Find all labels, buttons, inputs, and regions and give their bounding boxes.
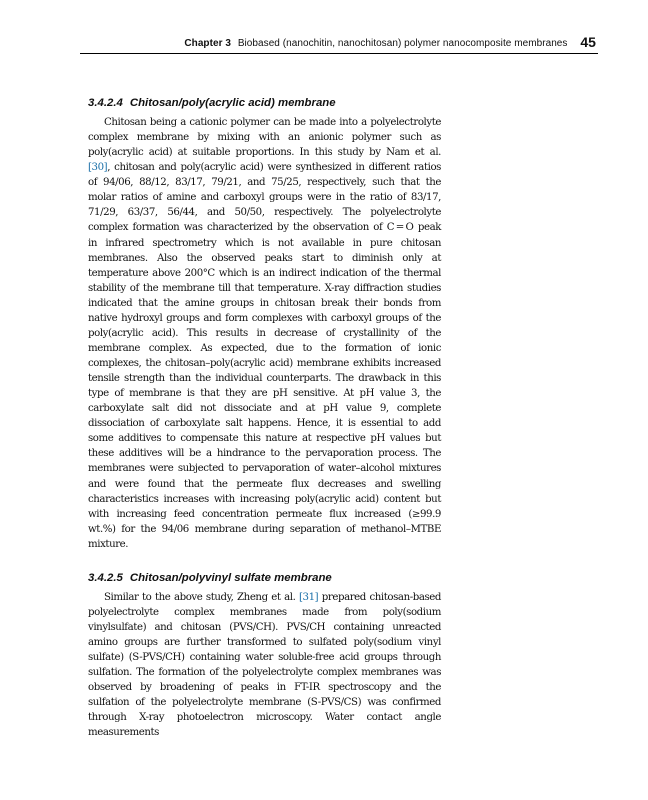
section-heading-3-4-2-5: [88, 571, 441, 586]
paragraph-text: Chitosan being a cationic polymer can be made into a polyelectrolyte complex membrane by mixing with an anionic polymer such as poly(acrylic acid) at suitable proportions. In this study by Nam et al.: [88, 117, 441, 159]
section-title: Chitosan/polyvinyl sulfate membrane: [129, 571, 332, 584]
citation-link-31[interactable]: [31]: [299, 591, 319, 603]
section-paragraph: [88, 115, 441, 552]
section-number: 3.4.2.5: [88, 571, 123, 584]
section-paragraph: [88, 590, 441, 741]
chapter-label: Chapter 3: [184, 38, 231, 49]
paragraph-text: Similar to the above study, Zheng et al.: [104, 591, 296, 603]
chapter-title: Biobased (nanochitin, nanochitosan) polymer nanocomposite membranes: [237, 38, 568, 49]
section-title: Chitosan/poly(acrylic acid) membrane: [129, 97, 336, 109]
section-gap: [88, 552, 441, 571]
section-number: 3.4.2.4: [88, 97, 123, 109]
main-text: [88, 96, 441, 740]
citation-link-30[interactable]: [30]: [88, 162, 108, 174]
page-number: 45: [580, 34, 596, 50]
paragraph-text: , chitosan and poly(acrylic acid) were synthesized in different ratios of 94/06, 88/12, 83/17, 79/21, and 75/25, respectively, such that the molar ratios of amine and carboxyl groups were in the ratio of 83/17, 71/29, 63/37, 56/44, and 50/50, respectively. The polyelectrolyte complex formation was characterized by the observation of C = O peak in infrared spectrometry which is not available in pure chitosan membranes. Also the observed peaks start to diminish only at temperature above 200°C which is an indirect indication of the thermal stability of the membrane till that temperature. X-ray diffraction studies indicated that the amine groups in chitosan break their bonds from native hydroxyl groups and form complexes with carboxyl groups of the poly(acrylic acid). This results in decrease of crystallinity of the membrane complex. As expected, due to the formation of ionic complexes, the chitosan–poly(acrylic acid) membrane exhibits increased tensile strength than the individual counterparts. The drawback in this type of membrane is that they are pH sensitive. At pH value 3, the carboxylate salt did not dissociate and at pH value 9, complete dissociation of carboxylate salt happens. Hence, it is essential to add some additives to compensate this nature at respective pH values but these additives will be a hindrance to the pervaporation process. The membranes were subjected to pervaporation of water–alcohol mixtures and were found that the permeate flux decreases and swelling characteristics increases with increasing poly(acrylic acid) content but with increasing feed concentration permeate flux increased (≥99.9 wt.%) for the 94/06 membrane during separation of methanol–MTBE mixture.: [88, 162, 441, 550]
section-heading-3-4-2-4: [88, 96, 441, 111]
header-rule: [80, 53, 598, 54]
paragraph-text: prepared chitosan-based polyelectrolyte complex membranes made from poly(sodium vinylsulfate) and chitosan (PVS/CH). PVS/CH containing unreacted amino groups are further transformed to sulfated poly(sodium vinyl sulfate) (S-PVS/CH) containing water soluble-free acid groups through sulfation. The formation of the polyelectrolyte complex membranes was observed by broadening of peaks in FT-IR spectroscopy and the sulfation of the polyelectrolyte membrane (S-PVS/CS) was confirmed through X-ray photoelectron microscopy. Water contact angle measurements: [88, 591, 442, 739]
running-head: [80, 34, 596, 50]
